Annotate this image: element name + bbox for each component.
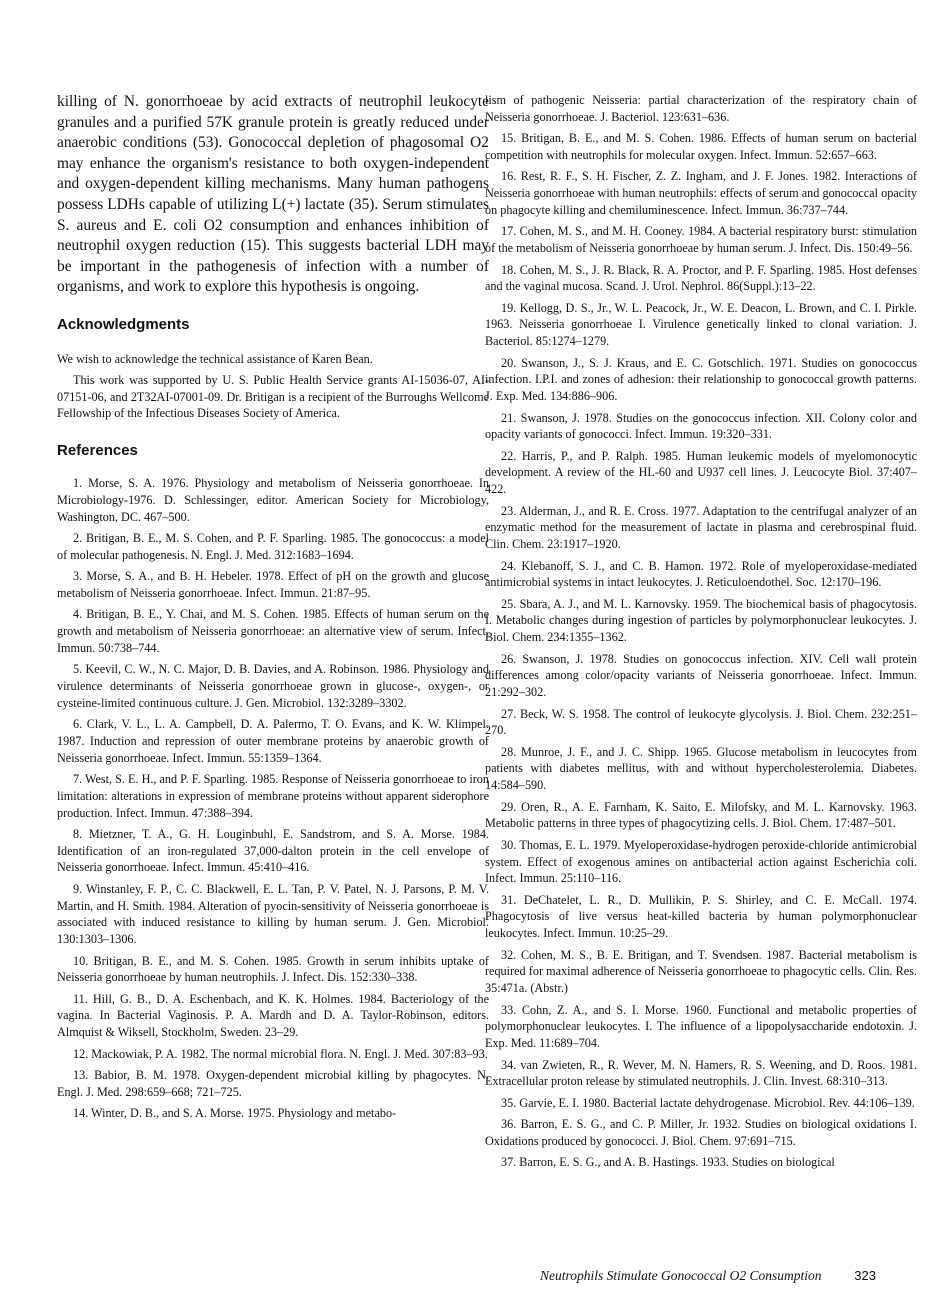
reference-item: 23. Alderman, J., and R. E. Cross. 1977. Adaptation to the centrifugal analyzer of an enzymatic method for the measurement of lactate in plasma and cerebrospinal fluid. Clin. Chem. 23:1917–1920. [485,503,917,552]
reference-item: 28. Munroe, J. F., and J. C. Shipp. 1965. Glucose metabolism in leucocytes from patients with diabetes mellitus, with and without hypercholesterolemia. Diabetes. 14:584–590. [485,744,917,793]
reference-item: 13. Babior, B. M. 1978. Oxygen-dependent microbial killing by phagocytes. N. Engl. J. Med. 298:659–668; 721–725. [57,1068,489,1099]
reference-item: 19. Kellogg, D. S., Jr., W. L. Peacock, Jr., W. E. Deacon, L. Brown, and C. I. Pirkle. 1963. Neisseria gonorrhoeae I. Virulence genetically linked to clonal variation. J. Bacteriol. 85:1274–1279. [485,300,917,349]
reference-item: 1. Morse, S. A. 1976. Physiology and metabolism of Neisseria gonorrhoeae. In Microbiology-1976. D. Schlessinger, editor. American Society for Microbiology, Washington, DC. 467–500. [57,476,489,524]
page-footer [540,1268,876,1284]
reference-item: 12. Mackowiak, P. A. 1982. The normal microbial flora. N. Engl. J. Med. 307:83–93. [73,1046,488,1061]
reference-item: 21. Swanson, J. 1978. Studies on the gonococcus infection. XII. Colony color and opacity variants of gonococci. Infect. Immun. 19:320–331. [485,410,917,442]
reference-item: 7. West, S. E. H., and P. F. Sparling. 1985. Response of Neisseria gonorrhoeae to iron limitation: alterations in expression of membrane proteins without apparent siderophore production. Infect. Immun. 47:388–394. [57,772,489,820]
reference-item: 37. Barron, E. S. G., and A. B. Hastings. 1933. Studies on biological [501,1155,835,1170]
acknowledgment-paragraph: We wish to acknowledge the technical assistance of Karen Bean. [57,351,373,366]
reference-item: 30. Thomas, E. L. 1979. Myeloperoxidase-hydrogen peroxide-chloride antimicrobial system. Effect of exogenous amines on antibacterial action against Escherichia coli. Infect. Immun. 25:110–116. [485,837,917,886]
reference-item-continued: lism of pathogenic Neisseria: partial characterization of the respiratory chain of Neisseria gonorrhoeae. J. Bacteriol. 123:631–636. [485,93,917,124]
reference-item: 15. Britigan, B. E., and M. S. Cohen. 1986. Effects of human serum on bacterial competition with neutrophils for molecular oxygen. Infect. Immun. 52:657–663. [485,131,917,162]
reference-item: 5. Keevil, C. W., N. C. Major, D. B. Davies, and A. Robinson. 1986. Physiology and virulence determinants of Neisseria gonorrhoeae grown in glucose-, oxygen-, or cysteine-limited continuous culture. J. Gen. Microbiol. 132:3289–3302. [57,662,489,710]
funding-paragraph: This work was supported by U. S. Public Health Service grants AI-15036-07, AI-07151-06, and 2T32AI-07001-09. Dr. Britigan is a recipient of the Burroughs Wellcome Fellowship of the Infectious Diseases Society of America. [57,372,489,421]
running-title: Neutrophils Stimulate Gonococcal O2 Consumption [540,1268,822,1283]
reference-item: 4. Britigan, B. E., Y. Chai, and M. S. Cohen. 1985. Effects of human serum on the growth and metabolism of Neisseria gonorrhoeae: an alternative view of serum. Infect. Immun. 50:738–744. [57,607,489,655]
acknowledgments-heading: Acknowledgments [57,315,190,333]
reference-item: 27. Beck, W. S. 1958. The control of leukocyte glycolysis. J. Biol. Chem. 232:251–270. [485,706,917,738]
reference-item: 35. Garvie, E. I. 1980. Bacterial lactate dehydrogenase. Microbiol. Rev. 44:106–139. [501,1095,915,1110]
reference-item: 25. Sbara, A. J., and M. L. Karnovsky. 1959. The biochemical basis of phagocytosis. I. Metabolic changes during ingestion of particles by polymorphonuclear leukocytes. J. Biol. Chem. 234:1355–1362. [485,596,917,645]
reference-item: 17. Cohen, M. S., and M. H. Cooney. 1984. A bacterial respiratory burst: stimulation of the metabolism of Neisseria gonorrhoeae by human serum. J. Infect. Dis. 150:49–56. [485,224,917,256]
reference-list-right [485,92,917,1171]
reference-list-left [57,475,489,1122]
reference-item: 2. Britigan, B. E., M. S. Cohen, and P. F. Sparling. 1985. The gonococcus: a model of molecular pathogenesis. N. Engl. J. Med. 312:1683–1694. [57,531,489,562]
reference-item: 16. Rest, R. F., S. H. Fischer, Z. Z. Ingham, and J. F. Jones. 1982. Interactions of Neisseria gonorrhoeae with human neutrophils: effects of serum and gonococcal opacity on phagocyte killing and chemiluminescence. Infect. Immun. 36:737–744. [485,169,917,217]
reference-item: 14. Winter, D. B., and S. A. Morse. 1975. Physiology and metabo- [73,1106,397,1121]
reference-item: 32. Cohen, M. S., B. E. Britigan, and T. Svendsen. 1987. Bacterial metabolism is required for maximal adherence of Neisseria gonorrhoeae to phagocytic cells. Clin. Res. 35:471a. (Abstr.) [485,947,917,996]
reference-item: 10. Britigan, B. E., and M. S. Cohen. 1985. Growth in serum inhibits uptake of Neisseria gonorrhoeae by human neutrophils. J. Infect. Dis. 152:330–338. [57,953,489,985]
reference-item: 8. Mietzner, T. A., G. H. Louginbuhl, E. Sandstrom, and S. A. Morse. 1984. Identification of an iron-regulated 37,000-dalton protein in the cell envelope of Neisseria gonorrhoeae. Infect. Immun. 45:410–416. [57,827,489,875]
reference-item: 9. Winstanley, F. P., C. C. Blackwell, E. L. Tan, P. V. Patel, N. J. Parsons, P. M. V. Martin, and H. Smith. 1984. Alteration of pyocin-sensitivity of Neisseria gonorrhoeae is associated with induced resistance to killing by human serum. J. Gen. Microbiol. 130:1303–1306. [57,881,489,947]
left-column [57,92,489,1127]
reference-item: 36. Barron, E. S. G., and C. P. Miller, Jr. 1932. Studies on biological oxidations I. Oxidations produced by gonococci. J. Biol. Chem. 97:691–715. [485,1117,917,1148]
right-column [485,92,917,1176]
reference-item: 31. DeChatelet, L. R., D. Mullikin, P. S. Shirley, and C. E. McCall. 1974. Phagocytosis of live versus heat-killed bacteria by human polymorphonuclear leukocytes. Infect. Immun. 10:25–29. [485,892,917,941]
reference-item: 34. van Zwieten, R., R. Wever, M. N. Hamers, R. S. Weening, and D. Roos. 1981. Extracellular proton release by stimulated neutrophils. J. Clin. Invest. 68:310–313. [485,1057,917,1089]
reference-item: 6. Clark, V. L., L. A. Campbell, D. A. Palermo, T. O. Evans, and K. W. Klimpel. 1987. Induction and repression of outer membrane proteins by anaerobic growth of Neisseria gonorrhoeae. Infect. Immun. 55:1359–1364. [57,717,489,765]
reference-item: 11. Hill, G. B., D. A. Eschenbach, and K. K. Holmes. 1984. Bacteriology of the vagina. In Bacterial Vaginosis. P. A. Mardh and D. A. Taylor-Robinson, editors. Almquist & Wiksell, Stockholm, Sweden. 23–29. [57,991,489,1040]
reference-item: 26. Swanson, J. 1978. Studies on gonococcus infection. XIV. Cell wall protein differences among color/opacity variants of Neisseria gonorrhoeae. Infect. Immun. 21:292–302. [485,651,917,700]
body-paragraph: killing of N. gonorrhoeae by acid extracts of neutrophil leukocyte granules and a purified 57K granule protein is greatly reduced under anaerobic conditions (53). Gonococcal depletion of phagosomal O2 may enhance the organism's resistance to both oxygen-independent and oxygen-dependent killing mechanisms. Many human pathogens possess LDHs capable of utilizing L(+) lactate (35). Serum stimulates S. aureus and E. coli O2 consumption and enhances inhibition of neutrophil oxygen reduction (15). This suggests bacterial LDH may be important in the pathogenesis of infection with a number of organisms, and work to explore this hypothesis is ongoing. [57,93,489,296]
reference-item: 24. Klebanoff, S. J., and C. B. Hamon. 1972. Role of myeloperoxidase-mediated antimicrobial systems in intact leukocytes. J. Reticuloendothel. Soc. 12:170–196. [485,558,917,590]
reference-item: 18. Cohen, M. S., J. R. Black, R. A. Proctor, and P. F. Sparling. 1985. Host defenses and the vaginal mucosa. Scand. J. Urol. Nephrol. 86(Suppl.):13–22. [485,262,917,294]
reference-item: 22. Harris, P., and P. Ralph. 1985. Human leukemic models of myelomonocytic development. A review of the HL-60 and U937 cell lines. J. Leucocyte Biol. 37:407–422. [485,448,917,497]
reference-item: 20. Swanson, J., S. J. Kraus, and E. C. Gotschlich. 1971. Studies on gonococcus infection. I.P.I. and zones of adhesion: their relationship to gonococcal growth patterns. J. Exp. Med. 134:886–906. [485,355,917,404]
reference-item: 29. Oren, R., A. E. Farnham, K. Saito, E. Milofsky, and M. L. Karnovsky. 1963. Metabolic patterns in three types of phagocytizing cells. J. Biol. Chem. 17:487–501. [485,799,917,831]
reference-item: 33. Cohn, Z. A., and S. I. Morse. 1960. Functional and metabolic properties of polymorphonuclear leukocytes. I. The influence of a lipopolysaccharide endotoxin. J. Exp. Med. 11:689–704. [485,1002,917,1050]
references-heading: References [57,442,138,460]
page-number: 323 [854,1268,876,1283]
reference-item: 3. Morse, S. A., and B. H. Hebeler. 1978. Effect of pH on the growth and glucose metabolism of Neisseria gonorrhoeae. Infect. Immun. 21:87–95. [57,569,489,600]
